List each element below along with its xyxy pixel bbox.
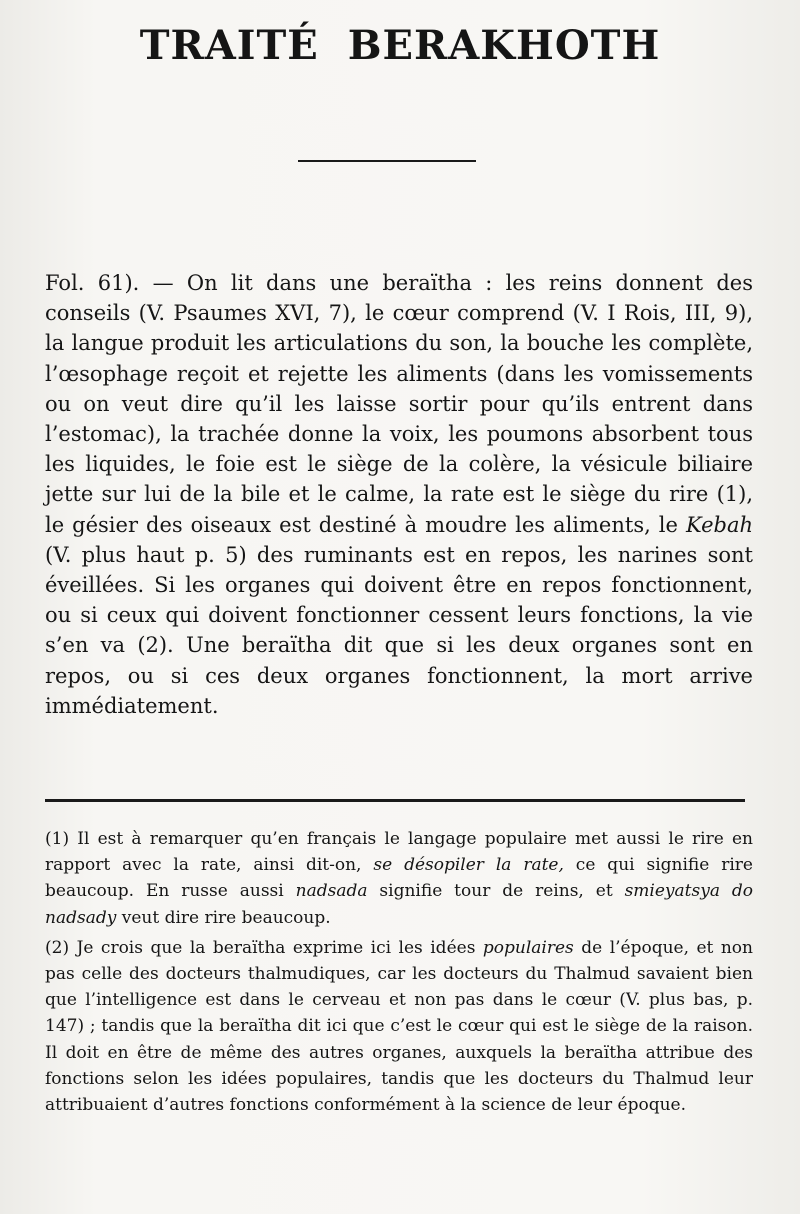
footnote-text-italic: populaires: [482, 937, 574, 958]
footnote-text-italic: se désopiler la rate,: [373, 855, 564, 876]
main-text-segment: Fol. 61). — On lit dans une beraïtha : les reins donnent des conseils (V. Psaumes XVI, 7), le cœur comprend (V. I Rois, III, 9), la langue produit les articulations du son, la bouche les complète, l’œsophage reçoit et rejette les aliments (dans les vomissements ou on veut dire qu’il les laisse sortir pour qu’ils entrent dans l’estomac), la trachée donne la voix, les poumons absorbent tous les liquides, le foie est le siège de la colère, la vésicule biliaire jette sur lui de la bile et le calme, la rate est le siège du rire (1), le gésier des oiseaux est destiné à moudre les aliments, le: [45, 271, 753, 537]
page-title: TRAITÉ BERAKHOTH: [139, 22, 661, 69]
main-text-segment: (V. plus haut p. 5) des ruminants est en repos, les narines sont éveillées. Si les organes qui doivent être en repos fonctionnent, ou si ceux qui doivent fonctionner cessent leurs fonctions, la vie s’en va (2). Une beraïtha dit que si les deux organes sont en repos, ou si ces deux organes fonctionnent, la mort arrive immédiatement.: [45, 542, 753, 718]
main-text-segment-italic: Kebah: [685, 512, 753, 537]
footnote-text-italic: smieyatsya do nadsady: [45, 881, 753, 928]
title-divider: [298, 160, 476, 162]
footnote-text: de l’époque, et non pas celle des docteurs thalmudiques, car les docteurs du Thalmud savaient bien que l’intelligence est dans le cerveau et non pas dans le cœur (V. plus bas, p. 147) ; tandis que la beraïtha dit ici que c’est le cœur qui est le siège de la raison. Il doit en être de même des autres organes, auxquels la beraïtha attribue des fonctions selon les idées populaires, tandis que les docteurs du Thalmud leur attribuaient d’autres fonctions conformément à la science de leur époque.: [45, 937, 753, 1116]
footnote-text: (1) Il est à remarquer qu’en français le langage populaire met aussi le rire en rapport avec la rate, ainsi dit-on,: [45, 829, 753, 876]
footnote-text-italic: nadsada: [295, 881, 368, 902]
footnote-divider: [45, 799, 745, 802]
footnote-text: ce qui signifie rire beaucoup. En russe aussi: [45, 855, 753, 902]
footnote-text: veut dire rire beaucoup.: [116, 907, 331, 928]
footnote-1: [45, 826, 753, 931]
footnote-text: (2) Je crois que la beraïtha exprime ici les idées: [45, 937, 483, 958]
footnote-2: [45, 935, 753, 1118]
footnote-text: signifie tour de reins, et: [367, 881, 625, 902]
main-paragraph: [45, 268, 753, 721]
footnotes: [45, 826, 753, 1118]
